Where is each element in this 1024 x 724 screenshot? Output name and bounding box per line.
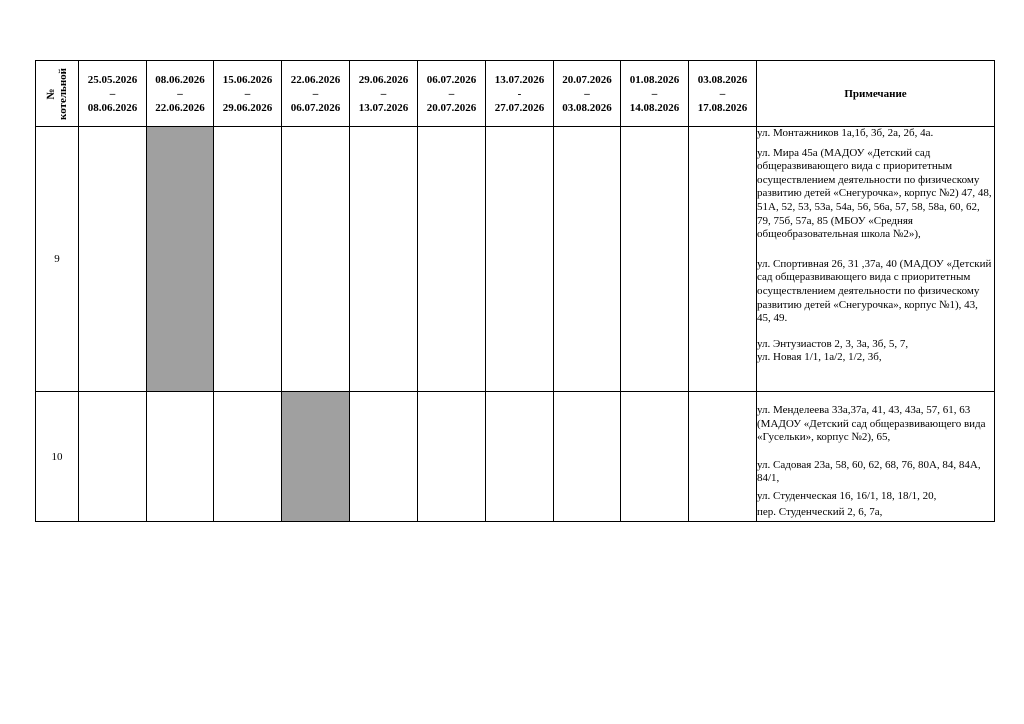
boiler-number-header-line2: котельной <box>57 67 69 120</box>
period-cell <box>418 392 486 522</box>
period-cell <box>486 127 554 392</box>
period-end: 20.07.2026 <box>426 101 477 114</box>
address-note: пер. Студенческий 2, 6, 7а, <box>757 505 883 518</box>
period-end: 06.07.2026 <box>290 101 341 114</box>
period-header <box>79 61 147 127</box>
period-end: 13.07.2026 <box>358 101 409 114</box>
period-header <box>147 61 214 127</box>
period-separator: – <box>109 87 116 100</box>
address-note: ул. Монтажников 1а,1б, 3б, 2а, 2б, 4а. <box>757 127 934 139</box>
period-header <box>689 61 757 127</box>
period-end: 14.08.2026 <box>629 101 680 114</box>
boiler-row <box>36 392 995 522</box>
boiler-number: 10 <box>36 392 79 522</box>
period-start: 22.06.2026 <box>290 73 341 86</box>
period-cell <box>621 127 689 392</box>
period-header <box>486 61 554 127</box>
period-separator: – <box>719 87 726 100</box>
period-cell <box>147 392 214 522</box>
period-cell <box>486 392 554 522</box>
period-header <box>418 61 486 127</box>
note-cell <box>757 392 995 522</box>
period-start: 15.06.2026 <box>222 73 273 86</box>
period-cell <box>554 127 621 392</box>
period-separator: – <box>380 87 387 100</box>
header-row <box>36 61 995 127</box>
note-cell <box>757 127 995 392</box>
period-header <box>554 61 621 127</box>
period-header <box>621 61 689 127</box>
period-start: 13.07.2026 <box>494 73 545 86</box>
period-header <box>214 61 282 127</box>
period-cell <box>214 392 282 522</box>
boiler-row <box>36 127 995 392</box>
period-cell <box>554 392 621 522</box>
period-start: 03.08.2026 <box>697 73 748 86</box>
schedule-table <box>35 60 995 522</box>
address-note: ул. Менделеева 33а,37а, 41, 43, 43а, 57, 61, 63 (МАДОУ «Детский сад общеразвивающего вида «Гусельки», корпус №2), 65, <box>757 404 986 444</box>
period-cell <box>79 392 147 522</box>
boiler-number-header-line1: № <box>45 87 57 100</box>
period-cell-shaded <box>282 392 350 522</box>
address-note: ул. Энтузиастов 2, 3, 3а, 3б, 5, 7, <box>757 337 909 350</box>
period-cell <box>689 392 757 522</box>
period-end: 17.08.2026 <box>697 101 748 114</box>
period-cell <box>418 127 486 392</box>
period-cell <box>282 127 350 392</box>
period-cell <box>350 127 418 392</box>
period-end: 22.06.2026 <box>155 101 205 114</box>
note-header: Примечание <box>757 61 995 127</box>
period-end: 08.06.2026 <box>87 101 138 114</box>
boiler-number-header <box>36 61 79 127</box>
period-cell <box>214 127 282 392</box>
address-note: ул. Мира 45а (МАДОУ «Детский сад общеразвивающего вида с приоритетным осуществлением деятельности по физическому развитию детей «Снегурочка», корпус №2) 47, 48, 51А, 52, 53, 53а, 54а, 56, 56а, 57, 58, 58а, 60, 62, 79, 75б, 57а, 85 (МБОУ «Средняя общеобразовательная школа №2»), <box>757 146 992 241</box>
period-start: 08.06.2026 <box>155 73 205 86</box>
period-cell-shaded <box>147 127 214 392</box>
period-cell <box>350 392 418 522</box>
period-separator: – <box>312 87 319 100</box>
period-start: 06.07.2026 <box>426 73 477 86</box>
period-cell <box>79 127 147 392</box>
period-end: 29.06.2026 <box>222 101 273 114</box>
period-cell <box>689 127 757 392</box>
address-note: ул. Спортивная 26, 31 ,37а, 40 (МАДОУ «Детский сад общеразвивающего вида с приоритетным осуществлением деятельности по физическому развитию детей «Снегурочка», корпус №1), 43, 45, 49. <box>757 257 992 325</box>
period-cell <box>621 392 689 522</box>
address-note: ул. Студенческая 16, 16/1, 18, 18/1, 20, <box>757 489 937 502</box>
address-note: ул. Садовая 23а, 58, 60, 62, 68, 76, 80А, 84, 84А, 84/1, <box>757 458 981 485</box>
period-separator: - <box>517 87 522 100</box>
period-start: 20.07.2026 <box>562 73 612 86</box>
period-separator: – <box>244 87 251 100</box>
period-start: 25.05.2026 <box>87 73 138 86</box>
period-separator: – <box>651 87 658 100</box>
period-header <box>350 61 418 127</box>
period-separator: – <box>448 87 455 100</box>
period-end: 27.07.2026 <box>494 101 545 114</box>
period-start: 01.08.2026 <box>629 73 680 86</box>
period-header <box>282 61 350 127</box>
period-separator: – <box>584 87 590 100</box>
period-start: 29.06.2026 <box>358 73 409 86</box>
boiler-number: 9 <box>36 127 79 392</box>
period-end: 03.08.2026 <box>562 101 612 114</box>
period-separator: – <box>177 87 183 100</box>
address-note: ул. Новая 1/1, 1а/2, 1/2, 3б, <box>757 351 882 364</box>
